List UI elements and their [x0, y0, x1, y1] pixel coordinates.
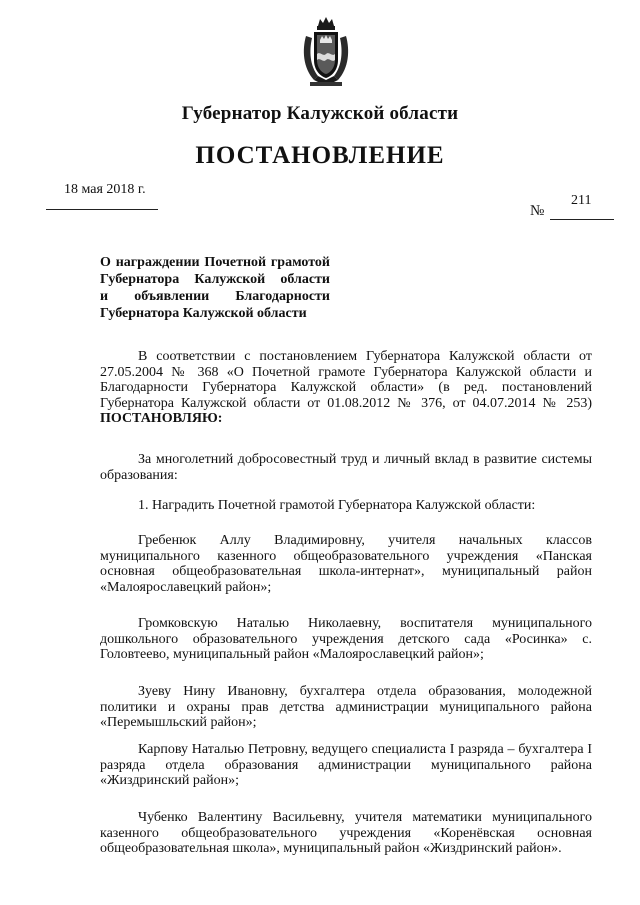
org-title: Губернатор Калужской области — [181, 103, 459, 124]
date-underline — [46, 209, 158, 210]
awardee-paragraph — [100, 684, 592, 731]
resolve-word: ПОСТАНОВЛЯЮ: — [100, 411, 223, 426]
awardee-text: Зуеву Нину Ивановну, бухгалтера отдела образования, молодежной политики и охраны прав детства администрации муниципального района «Перемышльский район»; — [100, 684, 592, 730]
kaluga-coat-of-arms-icon — [300, 16, 352, 90]
subject-line: Губернатора Калужской области — [100, 306, 307, 321]
number-underline — [550, 219, 614, 220]
awardee-paragraph — [100, 616, 592, 663]
subject-line: Губернатора Калужской области — [100, 272, 330, 287]
document-date: 18 мая 2018 г. — [64, 182, 146, 197]
document-type-title: ПОСТАНОВЛЕНИЕ — [195, 142, 445, 169]
awardee-text: Гребенюк Аллу Владимировну, учителя начальных классов муниципального казенного общеобразовательного учреждения «Панская основная общеобразовательная школа-интернат», муниципальный район «Малоярославецкий район»; — [100, 533, 592, 595]
reason-text: За многолетний добросовестный труд и личный вклад в развитие системы образования: — [100, 452, 592, 483]
awardee-text: Карпову Наталью Петровну, ведущего специалиста I разряда – бухгалтера I разряда отдела образования администрации муниципального района «Жиздринский район»; — [100, 742, 592, 788]
awardee-paragraph — [100, 742, 592, 789]
number-sign: № — [530, 203, 545, 219]
awardee-paragraph — [100, 533, 592, 595]
item-1-paragraph — [100, 498, 592, 514]
awardee-paragraph — [100, 810, 592, 857]
awardee-text: Громковскую Наталью Николаевну, воспитателя муниципального дошкольного образовательного учреждения детского сада «Росинка» с. Головтеево, муниципальный район «Малоярославецкий район»; — [100, 616, 592, 662]
document-subject — [100, 254, 330, 322]
awardee-text: Чубенко Валентину Васильевну, учителя математики муниципального казенного общеобразовательного учреждения «Коренёвская основная общеобразовательная школа», муниципальный район «Жиздринский район». — [100, 810, 592, 856]
subject-line: О награждении Почетной грамотой — [100, 255, 330, 270]
reason-paragraph — [100, 452, 592, 483]
preamble-paragraph — [100, 349, 592, 427]
item-1-text: 1. Наградить Почетной грамотой Губернатора Калужской области: — [138, 498, 536, 513]
subject-line: и объявлении Благодарности — [100, 289, 330, 304]
document-number: 211 — [571, 193, 592, 208]
preamble-text: В соответствии с постановлением Губернатора Калужской области от 27.05.2004 № 368 «О Почетной грамоте Губернатора Калужской области и Благодарности Губернатора Калужской области» (в ред. постановлений Губернатора Калужской области от 01.08.2012 № 376, от 04.07.2014 № 253) — [100, 349, 592, 411]
